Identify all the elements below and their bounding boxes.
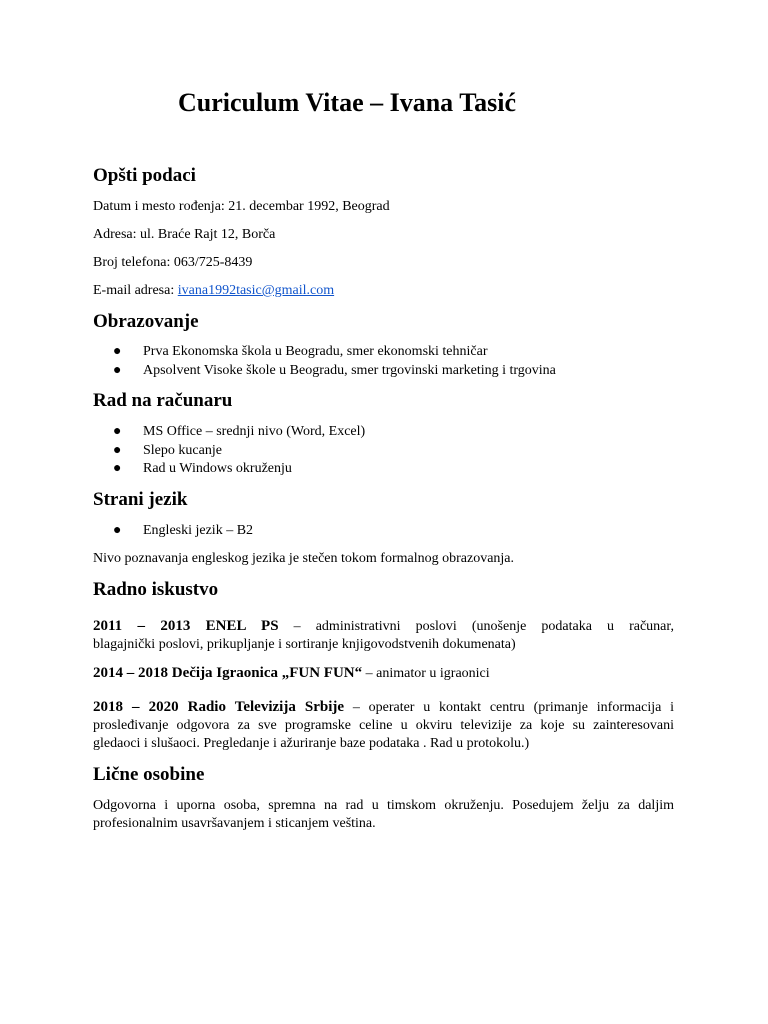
education-list [93, 343, 674, 380]
section-language [93, 488, 674, 512]
job-title: 2014 – 2018 Dečija Igraonica „FUN FUN“ [93, 665, 363, 681]
job-line: 2011 – 2013 ENEL PS – administrativni poslovi (unošenje podataka u računar, [93, 618, 675, 634]
section-general [93, 164, 674, 188]
bullet-icon: ● [113, 461, 122, 476]
section-heading-experience: Radno iskustvo [93, 579, 219, 600]
job-line: 2014 – 2018 Dečija Igraonica „FUN FUN“ – animator u igraonici [93, 665, 490, 681]
list-item: ● Prva Ekonomska škola u Beogradu, smer ekonomski tehničar [93, 343, 674, 362]
phone-info: Broj telefona: 063/725-8439 [93, 255, 253, 270]
language-list [93, 522, 674, 541]
job-line: prosleđivanje odgovora za sve programske celine u okviru televizije za koje su zainteresovani [93, 718, 674, 733]
page-title: Curiculum Vitae – Ivana Tasić [178, 88, 517, 117]
birth-info: Datum i mesto rođenja: 21. decembar 1992, Beograd [93, 199, 390, 214]
email-link[interactable]: ivana1992tasic@gmail.com [177, 283, 335, 298]
personal-line: profesionalnim usavršavanjem i sticanjem veština. [93, 816, 376, 831]
list-item: ● Slepo kucanje [93, 442, 674, 461]
section-heading-general: Opšti podaci [93, 165, 196, 186]
job-line: gledaoci i slušaoci. Pregledanje i ažuriranje baze podataka . Rad u protokolu.) [93, 736, 530, 751]
section-education [93, 310, 674, 334]
list-item: ● Engleski jezik – B2 [93, 522, 674, 541]
job-entry [93, 698, 674, 753]
email-info [93, 282, 334, 300]
section-computer [93, 389, 674, 413]
computer-list [93, 423, 674, 479]
job-entry [93, 617, 674, 654]
bullet-icon: ● [113, 362, 122, 378]
list-item: ● MS Office – srednji nivo (Word, Excel) [93, 423, 674, 442]
address-info: Adresa: ul. Braće Rajt 12, Borča [93, 227, 276, 242]
language-note: Nivo poznavanja engleskog jezika je stečen tokom formalnog obrazovanja. [93, 551, 515, 566]
list-item: ● Rad u Windows okruženju [93, 460, 674, 479]
job-line: 2018 – 2020 Radio Televizija Srbije – operater u kontakt centru (primanje informacija i [93, 699, 674, 715]
bullet-icon: ● [113, 424, 122, 439]
bullet-icon: ● [113, 523, 122, 538]
job-entry [93, 664, 674, 683]
section-heading-personal: Lične osobine [93, 764, 205, 785]
email-label: E-mail adresa: [93, 283, 178, 298]
bullet-icon: ● [113, 344, 122, 359]
job-title: 2011 – 2013 ENEL PS [93, 618, 279, 634]
bullet-icon: ● [113, 442, 122, 458]
job-title: 2018 – 2020 Radio Televizija Srbije [93, 699, 345, 715]
personal-line: Odgovorna i uporna osoba, spremna na rad u timskom okruženju. Posedujem želju za daljim [93, 798, 674, 813]
section-heading-language: Strani jezik [93, 489, 188, 510]
job-line: blagajnički poslovi, prikupljanje i sortiranje knjigovodstvenih dokumenata) [93, 637, 516, 652]
section-heading-computer: Rad na računaru [93, 390, 233, 411]
personal-text [93, 797, 674, 833]
section-personal [93, 763, 674, 787]
list-item: ● Apsolvent Visoke škole u Beogradu, smer trgovinski marketing i trgovina [93, 362, 674, 381]
section-heading-education: Obrazovanje [93, 311, 199, 332]
section-experience [93, 578, 674, 602]
